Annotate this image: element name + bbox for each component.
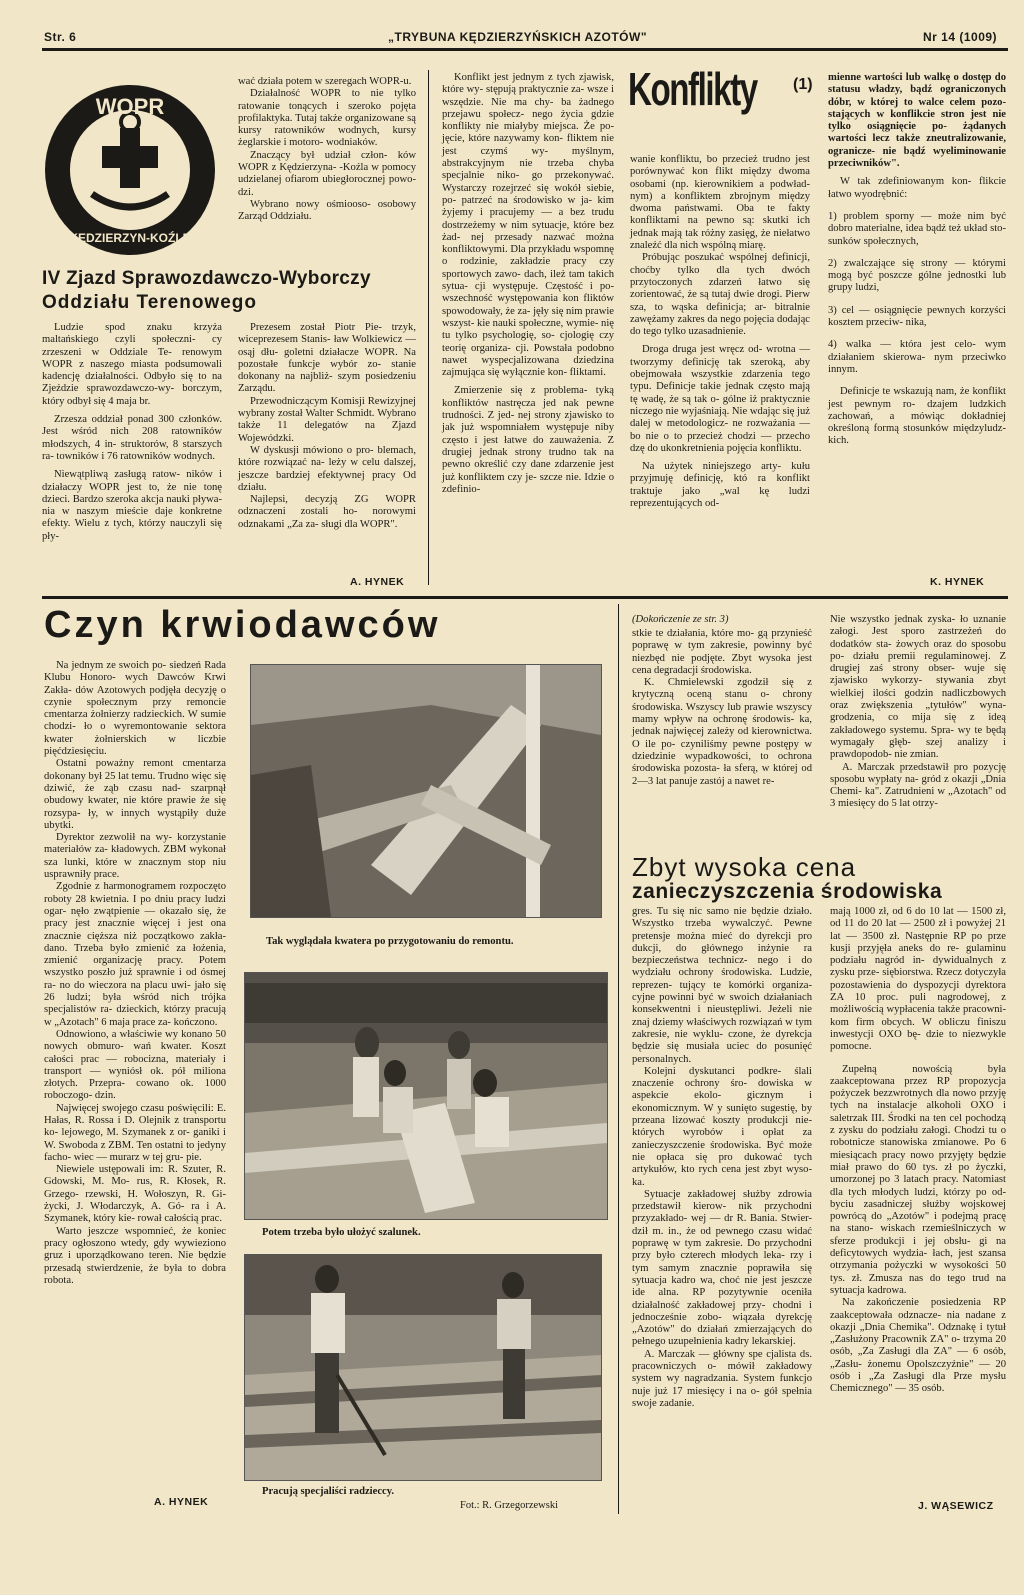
zbyt-pre-column-2 — [830, 614, 1006, 811]
paragraph: Ostatni poważny remont cmentarza dokonany był 25 lat temu. Trudno więc się dziwić, że ząb czasu nad- szarpnął obudowy kwater, nie które prawie że się rozsypa- ły, w innych wystąpiły duże ubytki. — [44, 758, 226, 831]
zbyt-author: J. WĄSEWICZ — [918, 1500, 994, 1512]
paragraph: Próbując poszukać wspólnej definicji, choćby tylko dla tych dwóch przytoczonych zdarzeń łatwo się zorientować, że są tutaj dwie drogi. Pierw sza, to wąska definicja; ar- bitralnie zawężamy zakres da nego pojęcia dodając do tego tylko uzasadnienie. — [630, 252, 810, 338]
czyn-title: Czyn krwiodawców — [44, 604, 441, 646]
paragraph: Znaczący był udział człon- ków WOPR z Kędzierzyna- -Koźla w pomocy udzielanej ofiarom ubiegłorocznej powo- dzi. — [238, 149, 416, 198]
paragraph: wanie konfliktu, bo przecież trudno jest porównywać kon flikt między dwoma osobami (np. kierownikiem a podwład- nym) a konfliktem zbrojnym między dwoma państwami. Oba te fakty konfliktami na pewno są: skutki ich jednak mają tak różny zasięg, że niełatwo znaleźć dla nich wspólną miarę. — [630, 154, 810, 252]
paragraph: Dyrektor zezwolił na wy- korzystanie materiałów za- kładowych. ZBM wykonał sza lunki, które w znacznym stop niu usprawniły prace. — [44, 832, 226, 881]
wopr-emblem-icon — [42, 82, 218, 258]
photo-grave-prepared-image — [251, 665, 601, 917]
paragraph: stkie te działania, które mo- gą przynieść poprawę w tym zakresie, powinny być niezbęd nie podjęte. Zbyt wysoka jest cena degradacji środowiska. — [632, 628, 812, 676]
paragraph: Ludzie spod znaku krzyża maltańskiego czyli społeczni- cy zrzeszeni w Oddziale Te- renowym WOPR z naszego miasta podsumowali kadencję działalności. Odbyło się to na Zjeździe sprawozdawczo-wy- borczym, który odbył się 4 maja br. — [42, 322, 222, 407]
list-item: 3) cel — osiągnięcie pewnych korzyści kosztem przeciw- nika, — [828, 304, 1006, 329]
wopr-column-2b — [238, 322, 416, 531]
paragraph: Definicje te wskazują nam, że konflikt jest pewnym ro- dzajem ludzkich zachowań, a mówiąc dokładniej określoną formą stosunków międzyludz- kich. — [828, 386, 1006, 447]
paragraph: Konflikt jest jednym z tych zjawisk, które wy- stępują praktycznie za- wsze i wszędzie. Nie ma chy- ba żadnego przejawu społecz- nego życia gdzie konflikty nie miałyby miejsca. Że po- jęcie, które nazywamy kon- fliktem nie jest czymś wy- myślnym, abstrakcyjnym nie trzeba chyba specjalnie niko- go przekonywać. Wystarczy rozejrzeć się wokół siebie, po- patrzeć na środowisko w ja- kim żyjemy i pracujemy — a bez trudu dostrzeżemy w nim sytuacje, które bez żad- nej przesady nazwać można konfliktowymi. Dla przykładu wspomnę o rodzinie, zakładzie pracy czy sportowych zawo- dach, ileż tam takich sytua- cji występuje. Częstość i po- wszechność występowania kon fliktów spowodowały, że za- jęły się nim prawie wszyst- kie nauki społeczne, wymie- nię tu tylko psychologię, so- cjologię czy teorię organiza- cji. Powstała podobno nawet wyspecjalizowana dziedzina zajmująca się wyłącznie kon- fliktami. — [442, 72, 614, 379]
paragraph: Sytuacje zakładowej służby zdrowia przedstawił kierow- nik przychodni przyzakłado- wej — dr R. Bania. Stwier- dził m. in., że od pewnego czasu widać poprawę w tym zakresie. Do przychodni przy było czterech młodych leka- rzy i tym samym znacznie poprawiła się sytuacja kadro wa, choć nie jest jeszcze ide alna. RP pozytywnie oceniła działalność zakładowej przy- chodni i jednocześnie zobo- wiązała dyrekcję „Azotów" do działań zmierzających do pełnego uzupełnienia kadry lekarskiej. — [632, 1188, 812, 1348]
paragraph: A. Marczak przedstawił pro pozycję sposobu wypłaty na- gród z okazji „Dnia Chemi- ka". Zatrudnieni w „Azotach" od 3 miesięcy do 5 lat otrzy- — [830, 761, 1006, 810]
konflikty-author: K. HYNEK — [930, 576, 985, 588]
paragraph: Przewodniczącym Komisji Rewizyjnej wybrany został Walter Schmidt. Wybrano także 11 delegatów na Zjazd Wojewódzki. — [238, 395, 416, 444]
paragraph: W tak zdefiniowanym kon- flikcie łatwo wyodrębnić: — [828, 176, 1006, 200]
paragraph: Działalność WOPR to nie tylko ratowanie tonących i szeroko pojęta profilaktyka. Tutaj także organizowane są kursy ratowników wodnych, kursy żeglarskie i motoro- wodniaków. — [238, 88, 416, 149]
zbyt-pre-column-1 — [632, 628, 812, 788]
zbyt-column-2 — [830, 906, 1006, 1396]
paragraph: Niewiele ustępowali im: R. Szuter, R. Gdowski, M. Mo- rus, R. Kłosek, R. Grzego- rzewski, H. Wołoszyn, R. Gi- życki, J. Włodarczyk, A. Gó- ra i A. Szymanek, który kie- rował całością prac. — [44, 1164, 226, 1225]
newspaper-title: „TRYBUNA KĘDZIERZYŃSKICH AZOTÓW" — [388, 30, 648, 44]
header-rule — [42, 48, 1008, 51]
paragraph: Zrzesza oddział ponad 300 członków. Jest wśród nich 208 ratowników młodszych, 4 in- struktorów, 8 starszych ra- towników i 76 ratowników wodnych. — [42, 414, 222, 462]
paragraph: Najwięcej swojego czasu poświęcili: E. Hałas, R. Rossa i D. Olejnik z transportu ko- lejowego, M. Szymanek z or- ganiki i W. Swoboda z ZBM. Ten ostatni to jedyny facho- wiec — murarz w tej gru- pie. — [44, 1102, 226, 1163]
paragraph: mienne wartości lub walkę o dostęp do statusu władzy, bądź ograniczonych dóbr, w której to walce celem pozo- stających w konflikcie stron jest nie tylko osiągnięcie po- żądanych wartości lecz także zneutralizowanie, ogranicze- nie bądź wyeliminowanie przeciwników". — [828, 72, 1006, 170]
photo-formwork-image — [245, 973, 607, 1219]
photo-credit: Fot.: R. Grzegorzewski — [460, 1500, 558, 1511]
wopr-author: A. HYNEK — [350, 576, 405, 588]
paragraph: Najlepsi, decyzją ZG WOPR odznaczeni zostali ho- norowymi odznakami „Za za- sługi dla WOPR". — [238, 494, 416, 530]
paragraph: W dyskusji mówiono o pro- blemach, które rozwiązać na- leży w celu dalszej, jeszcze bardziej efektywnej pracy Od działu. — [238, 444, 416, 493]
paragraph: Zmierzenie się z problema- tyką konfliktów nastręcza jed nak pewne trudności. Z jed- nej strony zjawisko to jak już wspomniałem występuje niby często i jest łatwe do zauważenia. Z drugiej jednak strony trudno tak na pewno określić czy dane zdarzenie jest już konfliktem czy je- szcze nie. Idzie o zdefinio- — [442, 385, 614, 495]
list-item: 1) problem sporny — może nim być dobro materialne, idea bądź też układ sto- sunków społecznych, — [828, 210, 1006, 247]
photo-grave-prepared — [250, 664, 602, 918]
paragraph: Na zakończenie posiedzenia RP zaakceptowała odznacze- nia nadane z okazji „Dnia Chemika". Odznakę i tytuł „Zasłużony Pracownik ZA" o- trzyma 20 osób, „Za Zasługi dla ZA" — 6 osób, „Zasłu- żonemu Opolszczyźnie" — 20 osób i „Za Zasługi dla Prze mysłu Chemicznego" — 35 osób. — [830, 1297, 1006, 1395]
wopr-column-2 — [238, 76, 416, 224]
czyn-author: A. HYNEK — [154, 1496, 209, 1508]
column-divider — [618, 604, 619, 1514]
photo-caption-3: Pracują specjaliści radzieccy. — [262, 1486, 395, 1497]
paragraph: gres. Tu się nic samo nie będzie działo. Wszystko trzeba wywalczyć. Pewne pretensje można mieć do dyrekcji pro dukcji, do głównego inżynie ra bezpieczeństwa technicz- nego i do wydziału ochrony środowiska. Ludzie, reprezen- tujący te komórki organiza- cyjne powinni być w swoich działaniach konsekwentni i nieustępliwi. Jeżeli nie znaj dziemy właściwych rozwiązań w tym zakresie, nie wyklu- czone, że dyrekcja będzie się musiała uciec do posunięć personalnych. — [632, 906, 812, 1065]
czyn-column — [44, 660, 226, 1287]
paragraph: Zgodnie z harmonogramem rozpoczęto roboty 28 kwietnia. I po dniu pracy ludzi ogar- nęło zwątpienie — okazało się, że pracy jest znacznie więcej i jest ona znacznie cięższa niż początkowo zakła- dano. Trzeba było zmienić za łożenia, zmienić organizację pracy. Potem wszystko poszło już sprawnie i od ósmej ra- no do wieczora na placu uwi- jało się 26 ludzi; była wśród nich trójka specjalistów ra- dzieckich, którzy pracują w „Azotach" 6 maja prace za- kończono. — [44, 881, 226, 1028]
konflikty-part: (1) — [793, 76, 813, 93]
wopr-title-line1: IV Zjazd Sprawozdawczo-Wyborczy — [42, 268, 371, 289]
page-number: Str. 6 — [44, 30, 77, 44]
zbyt-column-1 — [632, 906, 812, 1410]
photo-formwork — [244, 972, 608, 1220]
section-rule — [42, 596, 1008, 599]
paragraph: Kolejni dyskutanci podkre- ślali znaczenie ochrony śro- dowiska w aspekcie ekolo- gicznym i ekonomicznym. W y sunięto sugestię, by przeana lizować koszty produkcji nie- których wyrobów i opłat za zanieczyszczenie środowiska. Być może nie opłaca się pro dukować tych artykułów, kto rych cena jest zbyt wyso- ka. — [632, 1065, 812, 1188]
photo-caption-2: Potem trzeba było ułożyć szalunek. — [262, 1227, 421, 1238]
wopr-title-line2: Oddziału Terenowego — [42, 292, 257, 313]
zbyt-title-line2: zanieczyszczenia środowiska — [632, 880, 943, 903]
logo-top-text: WOPR — [95, 94, 165, 119]
paragraph: Na jednym ze swoich po- siedzeń Rada Klubu Honoro- wych Dawców Krwi Zakła- dów Azotowych podjęła decyzję o czynie społecznym przy remoncie cmentarza żołnierzy radzieckich. W sumie chodzi- ło o wyremontowanie sektora kwater żołnierskich w liczbie pięćdziesięciu. — [44, 660, 226, 758]
photo-specialists — [244, 1254, 602, 1481]
paragraph: Nie wszystko jednak zyska- ło uznanie załogi. Jest sporo zastrzeżeń do dodatków sta- żowych oraz do sposobu po- działu premii regulaminowej. Z drugiej zaś strony obser- wuje się zjawisko wykorzy- stywania zbyt wielkiej ilości godzin nadliczbowych oraz zwiększenia „tytułów" wyna- grodzenia, co mija się z ideą zakładowego systemu. Spra- wy te będą wymagały głęb- szej analizy i prawdopodob- nie zmian. — [830, 614, 1006, 761]
photo-caption-1: Tak wyglądała kwatera po przygotowaniu do remontu. — [266, 936, 514, 947]
wopr-column-1 — [42, 322, 222, 543]
photo-specialists-image — [245, 1255, 601, 1480]
list-item: 4) walka — która jest celo- wym działaniem skierowa- nym przeciwko innym. — [828, 339, 1006, 375]
logo-bottom-text: KĘDZIERZYN-KOŹLE — [69, 231, 191, 245]
konflikty-column-1 — [442, 72, 614, 496]
list-item: 2) zwalczające się strony — którymi mogą być poszcze gólne jednostki lub grupy ludzi, — [828, 257, 1006, 294]
column-divider — [428, 70, 429, 585]
continuation-label: (Dokończenie ze str. 3) — [632, 614, 729, 625]
konflikty-column-2 — [630, 154, 810, 510]
paragraph: Prezesem został Piotr Pie- trzyk, wiceprezesem Stanis- ław Wolkiewicz — osąj dłu- goletni działacze WOPR. Na pozostałe funkcje wybór zo- stanie dokonany na najbliż- szym posiedzeniu Zarządu. — [238, 322, 416, 395]
issue-number: Nr 14 (1009) — [923, 30, 998, 44]
wopr-logo — [42, 82, 218, 258]
paragraph: Niewątpliwą zasługą ratow- ników i działaczy WOPR jest to, że nie tonę dzieci. Bardzo szeroka akcja nauki pływa- nia w naszym mieście daje konkretne efekty. Wielu z tych, którzy nauczyli się pły- — [42, 469, 222, 542]
paragraph: mają 1000 zł, od 6 do 10 lat — 1500 zł, od 11 do 20 lat — 2500 zł i powyżej 21 lat — 3500 zł. Następnie RP po prze kusji przyjęła aneks do re- gulaminu podziału nagród in- dywidualnych z zysku prze- siębiorstwa. Rzecz dotyczyła pozostawienia do dyspozycji dyrektora ZA 10 proc. puli nagrodowej, z możliwością wypłacenia także pracowni- kom firm obcych. W obliczu finiszu inwestycji OXO bę- dzie to niezwykle pomocne. — [830, 906, 1006, 1053]
paragraph: wać działa potem w szeregach WOPR-u. — [238, 76, 412, 87]
zbyt-title-line1: Zbyt wysoka cena — [632, 852, 857, 882]
paragraph: K. Chmielewski zgodził się z krytyczną oceną stanu o- chrony środowiska. Wszyscy lub prawie wszyscy mamy wpływ na ochronę środowis- ka, jednak najwięcej zależy od kierownictwa. O ile po- czyniliśmy pewne postępy w dziedzinie wypadkowości, to ochrona środowiska pozosta- ła sferą, w której od 2—3 lat panuje zastój a nawet re- — [632, 677, 812, 787]
paragraph: Wybrano nowy ośmiooso- osobowy Zarząd Oddziału. — [238, 198, 416, 223]
paragraph: Odnowiono, a właściwie wy konano 50 nowych obmuro- wań kwater. Koszt całości prac — robocizna, materiały i transport — wyniósł ok. pół miliona złotych. Przepra- cowano ok. 1000 roboczogo- dzin. — [44, 1028, 226, 1102]
konflikty-column-3 — [828, 72, 1006, 448]
paragraph: Zupełną nowością była zaakceptowana przez RP propozycja pożyczek bezzwrotnych dla nowo przyję tych na instalacje alkoholi OXO i saletrzak III. Środki na ten cel pochodzą z zysku do podziału załogi. Chodzi tu o robotnicze stanowiska zmianowe. Po 6 miesiącach pracy nowo przyjęty będzie miał prawo do 60 tys. zł po życzki, umorzonej po 3 latach pracy. Natomiast dla tych młodych ludzi, którzy po od- byciu zasadniczej służby wojskowej powrócą do „Azotów" i podejmą pracę na stano- wiskach rzemieślniczych w sferze produkcji i jej obsłu- gi na deficytowych wydzia- łach, jest szansa otrzymania pożyczki w wysokości 50 tys. zł. Zmusza nas do tego trud na sytuacja kadrowa. — [830, 1063, 1006, 1296]
paragraph: A. Marczak — główny spe cjalista ds. pracowniczych o- mówił zakładowy system wy nagradzania. System funkcjo nuje już 17 miesięcy i na o- gół spełnia swoje zadanie. — [632, 1348, 812, 1409]
paragraph: Na użytek niniejszego arty- kułu przyjmuję definicję, któ ra konflikt traktuje jako „wal kę ludzi reprezentujących od- — [630, 461, 810, 510]
konflikty-title: Konflikty — [628, 63, 757, 115]
paragraph: Droga druga jest wręcz od- wrotna — tworzymy definicję tak szeroką, aby obejmowała wszystkie zdarzenia tego typu. Definicje takie jednak często mają tę wadę, że są tak o- gólne iż praktycznie niczego nie wyjaśniają. Nie wdając się już dalej w metodologicz- ne rozważania — bo nie o to przecież chodzi — przecho dzę do ukonkretnienia pojęcia konfliktu. — [630, 344, 810, 454]
paragraph: Warto jeszcze wspomnieć, że koniec pracy ogłoszono wtedy, gdy wywieziono gruz i uporządkowano teren. Nie będzie przesadą stwierdzenie, że była to dobra robota. — [44, 1225, 226, 1286]
